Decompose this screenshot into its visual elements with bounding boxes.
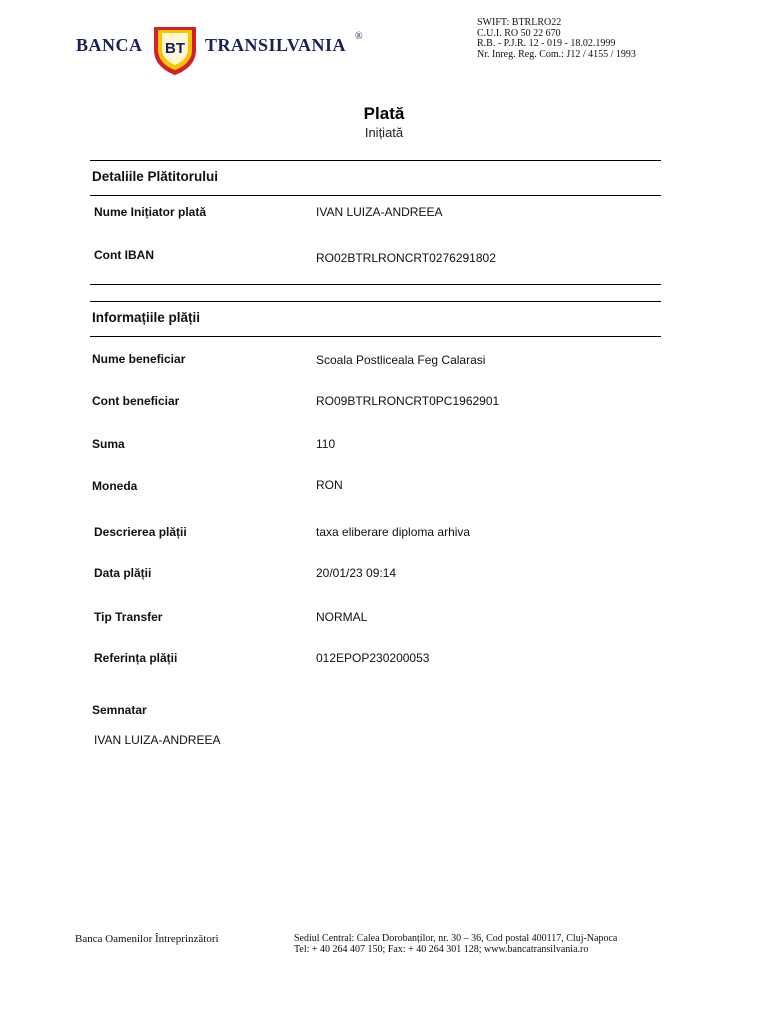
bank-contact-info — [294, 933, 617, 955]
divider — [90, 284, 661, 285]
bt-shield-icon — [151, 24, 199, 76]
field-value-transfer-type: NORMAL — [316, 610, 368, 624]
field-label-iban: Cont IBAN — [94, 248, 154, 262]
field-label-description: Descrierea plății — [94, 525, 187, 539]
field-value-amount: 110 — [316, 437, 336, 451]
bank-slogan: Banca Oamenilor Întreprinzători — [75, 933, 219, 945]
signer-name: IVAN LUIZA-ANDREEA — [94, 733, 221, 747]
rb-pjr-code: R.B. - P.J.R. 12 - 019 - 18.02.1999 — [477, 38, 616, 49]
phone-fax-website: Tel: + 40 264 407 150; Fax: + 40 264 301 128; www.bancatransilvania.ro — [294, 944, 589, 955]
section-title-payer: Detaliile Plătitorului — [92, 169, 219, 184]
field-value-beneficiary-account: RO09BTRLRONCRT0PC1962901 — [316, 394, 500, 408]
field-label-amount: Suma — [92, 437, 125, 451]
field-label-currency: Moneda — [92, 479, 138, 493]
field-value-payment-date: 20/01/23 09:14 — [316, 566, 397, 580]
signer-label: Semnatar — [92, 703, 147, 717]
field-value-iban: RO02BTRLRONCRT0276291802 — [316, 251, 496, 265]
field-value-payment-reference: 012EPOP230200053 — [316, 651, 430, 665]
field-label-beneficiary-name: Nume beneficiar — [92, 352, 186, 366]
cui-code: C.U.I. RO 50 22 670 — [477, 27, 561, 39]
divider — [90, 336, 661, 337]
page-title: Plată — [363, 104, 405, 123]
swift-code: SWIFT: BTRLRO22 — [477, 17, 562, 28]
field-label-beneficiary-account: Cont beneficiar — [92, 394, 180, 408]
payment-status: Inițiată — [364, 125, 404, 140]
logo-mark-text: BT — [165, 40, 185, 57]
registered-mark: ® — [355, 31, 363, 42]
field-label-payment-reference: Referința plății — [94, 651, 178, 665]
headquarters-address: Sediul Central: Calea Dorobanților, nr. 30 – 36, Cod postal 400117, Cluj-Napoca — [294, 933, 618, 944]
bank-registration-info — [477, 18, 636, 60]
field-label-transfer-type: Tip Transfer — [94, 610, 163, 624]
divider — [90, 160, 661, 161]
field-value-currency: RON — [316, 478, 343, 492]
logo-text-banca: BANCA — [76, 35, 143, 55]
field-label-initiator: Nume Inițiator plată — [94, 205, 207, 219]
divider — [90, 195, 661, 196]
field-label-payment-date: Data plății — [94, 566, 152, 580]
field-value-initiator: IVAN LUIZA-ANDREEA — [316, 205, 443, 219]
logo-text-transilvania: TRANSILVANIA — [205, 35, 347, 55]
trade-register-number: Nr. Inreg. Reg. Com.: J12 / 4155 / 1993 — [477, 48, 636, 60]
section-title-payment: Informațiile plății — [92, 310, 201, 325]
bank-logo — [76, 22, 376, 76]
field-value-description: taxa eliberare diploma arhiva — [316, 525, 471, 539]
divider — [90, 301, 661, 302]
field-value-beneficiary-name: Scoala Postliceala Feg Calarasi — [316, 353, 486, 367]
